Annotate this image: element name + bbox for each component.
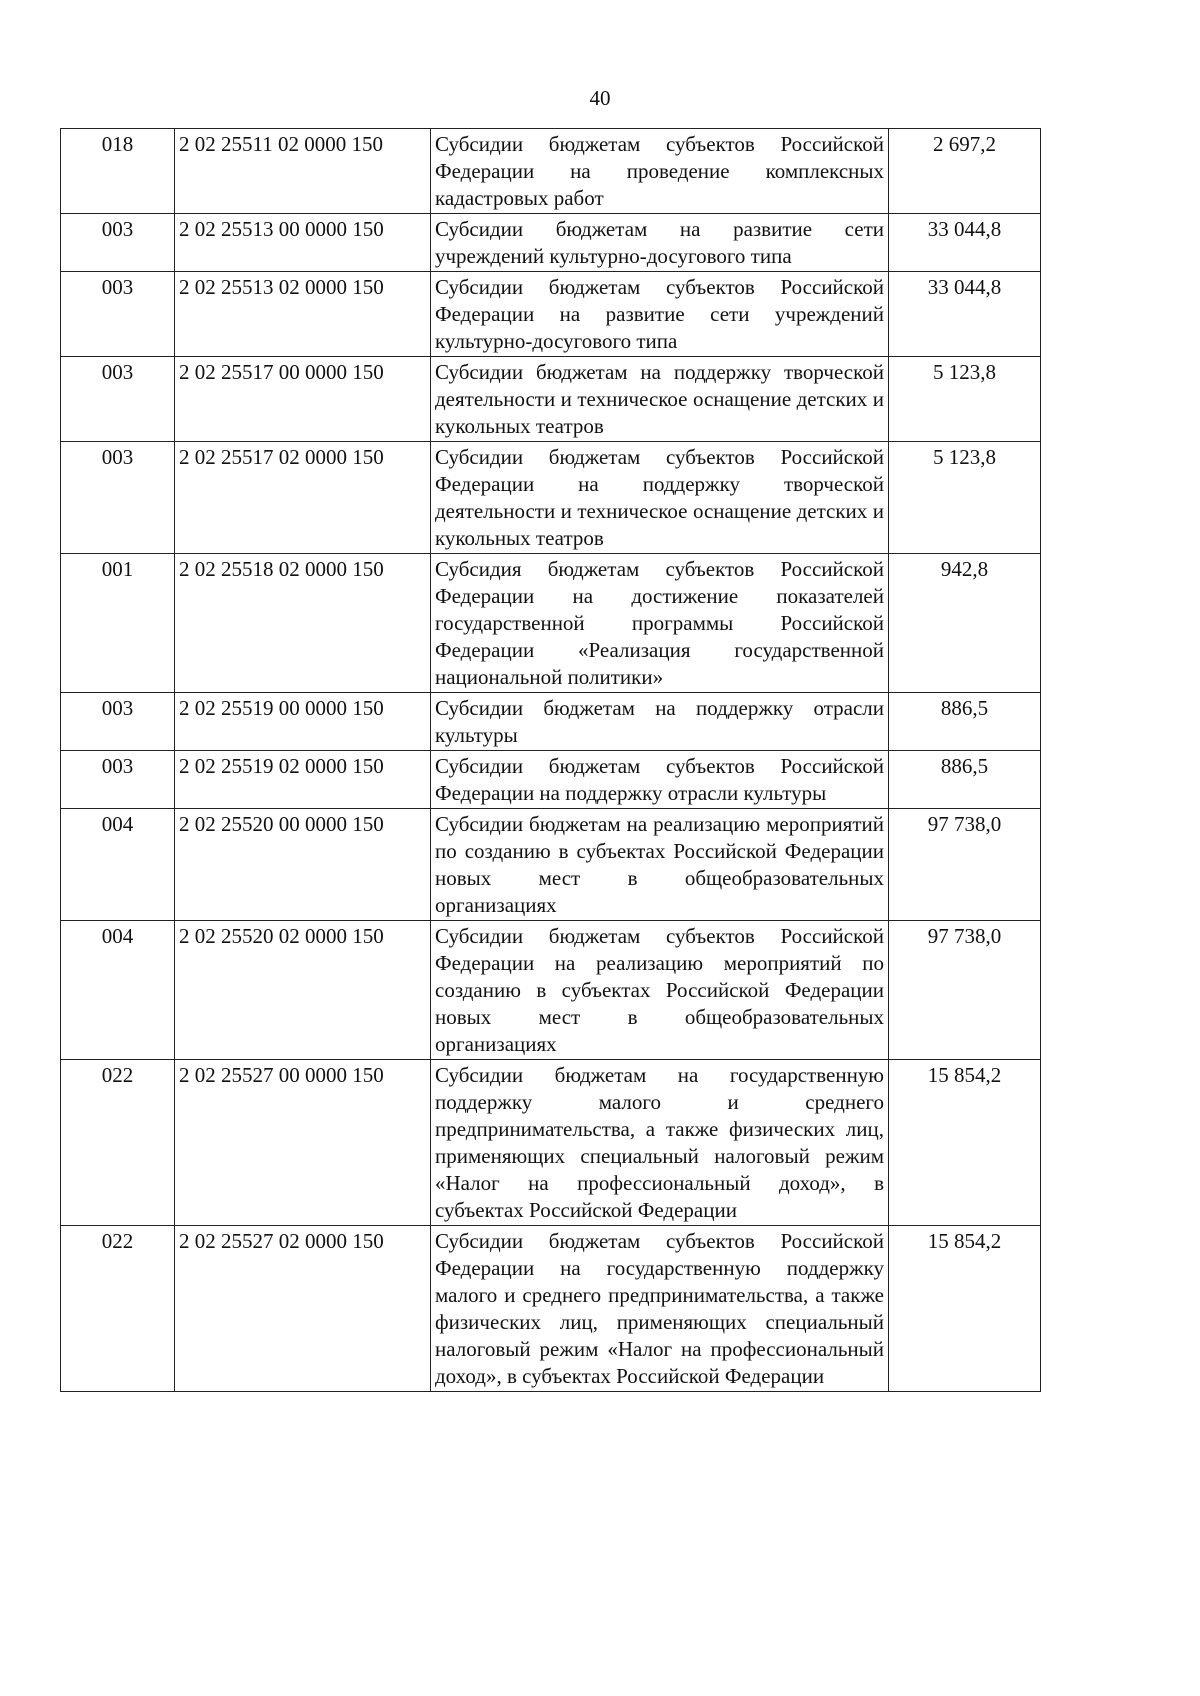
revenue-name-cell: Субсидии бюджетам субъектов Российской Федерации на реализацию мероприятий по созданию в субъектах Российской Федерации новых мест в общеобразовательных организациях (431, 921, 889, 1060)
revenue-name-cell: Субсидии бюджетам субъектов Российской Федерации на развитие сети учреждений культурно-досугового типа (431, 272, 889, 357)
amount-cell: 886,5 (889, 751, 1041, 809)
revenue-name-cell: Субсидии бюджетам на реализацию мероприятий по созданию в субъектах Российской Федерации новых мест в общеобразовательных организациях (431, 809, 889, 921)
budget-classification-code-cell: 2 02 25517 02 0000 150 (175, 442, 431, 554)
administrator-code-cell: 004 (61, 921, 175, 1060)
revenue-name-cell: Субсидии бюджетам на государственную поддержку малого и среднего предпринимательства, а также физических лиц, применяющих специальный налоговый режим «Налог на профессиональный доход», в субъектах Российской Федерации (431, 1060, 889, 1226)
amount-cell: 5 123,8 (889, 442, 1041, 554)
table-row (61, 214, 1041, 272)
administrator-code-cell: 018 (61, 129, 175, 214)
administrator-code-cell: 003 (61, 357, 175, 442)
amount-cell: 886,5 (889, 693, 1041, 751)
administrator-code-cell: 003 (61, 214, 175, 272)
budget-classification-code-cell: 2 02 25519 02 0000 150 (175, 751, 431, 809)
amount-cell: 33 044,8 (889, 272, 1041, 357)
revenue-name-cell: Субсидии бюджетам субъектов Российской Федерации на поддержку отрасли культуры (431, 751, 889, 809)
administrator-code-cell: 003 (61, 272, 175, 357)
budget-classification-code-cell: 2 02 25520 00 0000 150 (175, 809, 431, 921)
table-row (61, 1060, 1041, 1226)
budget-classification-code-cell: 2 02 25513 00 0000 150 (175, 214, 431, 272)
administrator-code-cell: 022 (61, 1060, 175, 1226)
budget-classification-code-cell: 2 02 25527 00 0000 150 (175, 1060, 431, 1226)
budget-classification-code-cell: 2 02 25513 02 0000 150 (175, 272, 431, 357)
budget-classification-code-cell: 2 02 25520 02 0000 150 (175, 921, 431, 1060)
table-row (61, 129, 1041, 214)
budget-classification-code-cell: 2 02 25519 00 0000 150 (175, 693, 431, 751)
administrator-code-cell: 022 (61, 1226, 175, 1392)
table-row (61, 809, 1041, 921)
administrator-code-cell: 004 (61, 809, 175, 921)
revenue-name-cell: Субсидия бюджетам субъектов Российской Федерации на достижение показателей государственной программы Российской Федерации «Реализация государственной национальной политики» (431, 554, 889, 693)
revenue-name-cell: Субсидии бюджетам на поддержку творческой деятельности и техническое оснащение детских и кукольных театров (431, 357, 889, 442)
table-row (61, 554, 1041, 693)
revenue-name-cell: Субсидии бюджетам субъектов Российской Федерации на проведение комплексных кадастровых работ (431, 129, 889, 214)
budget-classification-code-cell: 2 02 25511 02 0000 150 (175, 129, 431, 214)
revenue-name-cell: Субсидии бюджетам на поддержку отрасли культуры (431, 693, 889, 751)
amount-cell: 942,8 (889, 554, 1041, 693)
amount-cell: 5 123,8 (889, 357, 1041, 442)
table-row (61, 1226, 1041, 1392)
administrator-code-cell: 001 (61, 554, 175, 693)
table-row (61, 921, 1041, 1060)
table-row (61, 751, 1041, 809)
table-row (61, 272, 1041, 357)
page-number: 40 (589, 86, 611, 110)
budget-classification-code-cell: 2 02 25518 02 0000 150 (175, 554, 431, 693)
administrator-code-cell: 003 (61, 751, 175, 809)
amount-cell: 15 854,2 (889, 1226, 1041, 1392)
revenue-name-cell: Субсидии бюджетам на развитие сети учреждений культурно-досугового типа (431, 214, 889, 272)
table-body (61, 129, 1041, 1392)
budget-classification-code-cell: 2 02 25527 02 0000 150 (175, 1226, 431, 1392)
table-row (61, 357, 1041, 442)
administrator-code-cell: 003 (61, 693, 175, 751)
table-row (61, 693, 1041, 751)
budget-classification-code-cell: 2 02 25517 00 0000 150 (175, 357, 431, 442)
revenue-name-cell: Субсидии бюджетам субъектов Российской Федерации на государственную поддержку малого и среднего предпринимательства, а также физических лиц, применяющих специальный налоговый режим «Налог на профессиональный доход», в субъектах Российской Федерации (431, 1226, 889, 1392)
amount-cell: 97 738,0 (889, 921, 1041, 1060)
amount-cell: 33 044,8 (889, 214, 1041, 272)
revenue-name-cell: Субсидии бюджетам субъектов Российской Федерации на поддержку творческой деятельности и техническое оснащение детских и кукольных театров (431, 442, 889, 554)
amount-cell: 2 697,2 (889, 129, 1041, 214)
amount-cell: 15 854,2 (889, 1060, 1041, 1226)
administrator-code-cell: 003 (61, 442, 175, 554)
table-row (61, 442, 1041, 554)
budget-revenue-table (60, 128, 1041, 1392)
amount-cell: 97 738,0 (889, 809, 1041, 921)
